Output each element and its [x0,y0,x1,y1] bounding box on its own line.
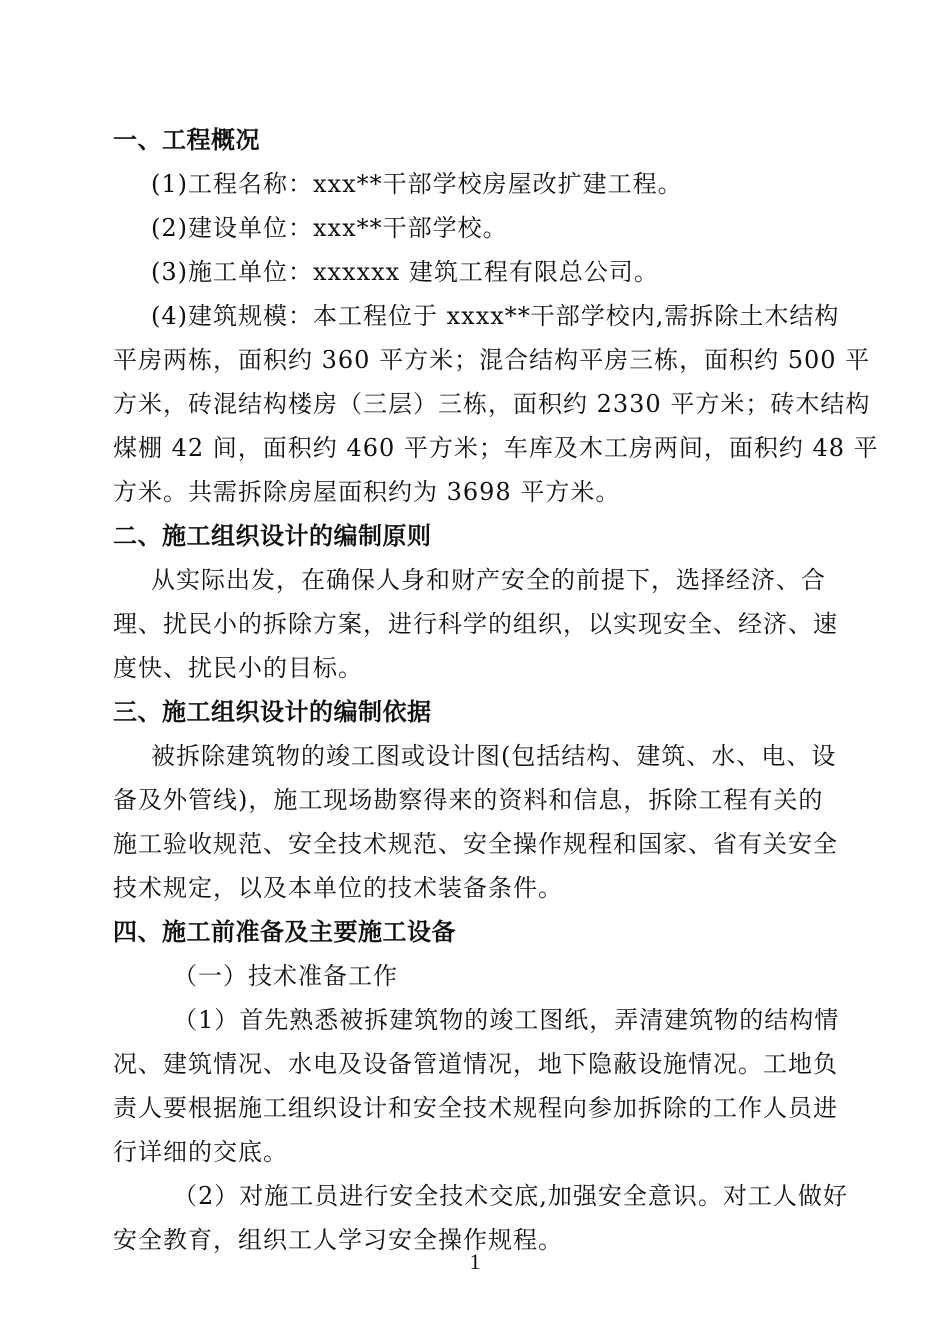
basis-paragraph-line: 备及外管线)，施工现场勘察得来的资料和信息，拆除工程有关的 [113,786,824,814]
document-body [113,118,879,1262]
contractor-unit: (3)施工单位：xxxxxx 建筑工程有限总公司。 [151,258,659,286]
section-heading-3: 三、施工组织设计的编制依据 [113,698,432,726]
subsection-heading: （一）技术准备工作 [173,962,398,990]
prep-paragraph-line: （2）对施工员进行安全技术交底,加强安全意识。对工人做好 [173,1182,848,1210]
scale-paragraph-line: 平房两栋，面积约 360 平方米；混合结构平房三栋，面积约 500 平 [113,346,871,374]
section-heading-4: 四、施工前准备及主要施工设备 [113,918,456,946]
basis-paragraph-line: 被拆除建筑物的竣工图或设计图(包括结构、建筑、水、电、设 [151,742,837,770]
section-heading-1: 一、工程概况 [113,126,260,154]
scale-paragraph-line: 方米，砖混结构楼房（三层）三栋，面积约 2330 平方米；砖木结构 [113,390,871,418]
basis-paragraph-line: 施工验收规范、安全技术规范、安全操作规程和国家、省有关安全 [113,830,838,858]
scale-paragraph-line: (4)建筑规模：本工程位于 xxxx**干部学校内,需拆除土木结构 [151,302,840,330]
owner-unit: (2)建设单位：xxx**干部学校。 [151,214,508,242]
principle-paragraph-line: 度快、扰民小的目标。 [113,654,363,682]
prep-paragraph-line: 安全教育，组织工人学习安全操作规程。 [113,1226,563,1254]
scale-paragraph-line: 方米。共需拆除房屋面积约为 3698 平方米。 [113,478,621,506]
principle-paragraph-line: 理、扰民小的拆除方案，进行科学的组织，以实现安全、经济、速 [113,610,838,638]
project-name: (1)工程名称：xxx**干部学校房屋改扩建工程。 [151,170,683,198]
section-heading-2: 二、施工组织设计的编制原则 [113,522,432,550]
page-number: 1 [469,1249,481,1274]
principle-paragraph-line: 从实际出发，在确保人身和财产安全的前提下，选择经济、合 [151,566,826,594]
prep-paragraph-line: 况、建筑情况、水电及设备管道情况，地下隐蔽设施情况。工地负 [113,1050,838,1078]
prep-paragraph-line: 行详细的交底。 [113,1138,288,1166]
scale-paragraph-line: 煤棚 42 间，面积约 460 平方米；车库及木工房两间，面积约 48 平 [113,434,879,462]
prep-paragraph-line: （1）首先熟悉被拆建筑物的竣工图纸，弄清建筑物的结构情 [173,1006,840,1034]
basis-paragraph-line: 技术规定，以及本单位的技术装备条件。 [113,874,563,902]
prep-paragraph-line: 责人要根据施工组织设计和安全技术规程向参加拆除的工作人员进 [113,1094,838,1122]
